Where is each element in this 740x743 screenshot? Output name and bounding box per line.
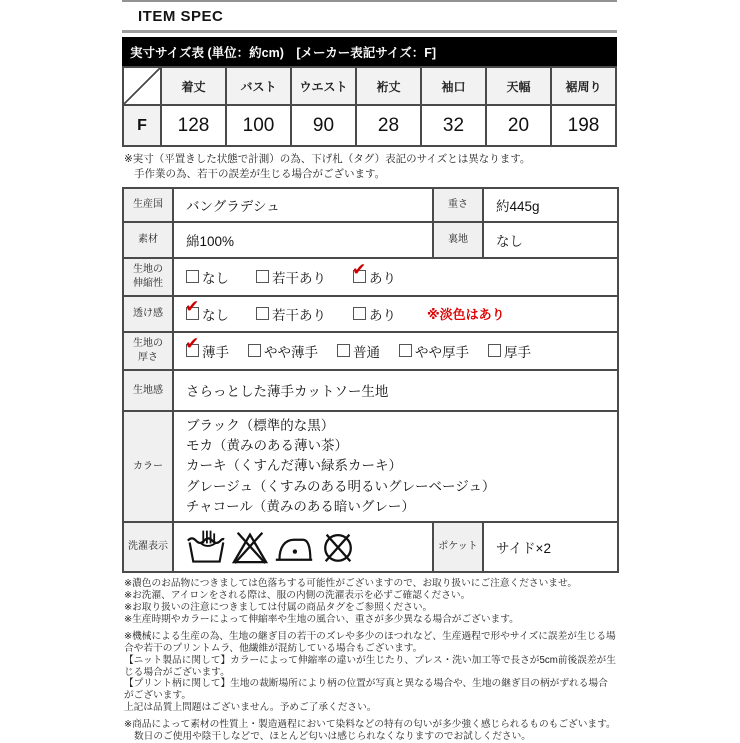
spec-row-stretch: [123, 258, 618, 296]
footer-note-line: ※生産時期やカラーによって伸縮率や生地の風合い、重さが多少異なる場合がございます。: [124, 613, 519, 625]
sheerness-label: 透け感: [123, 296, 173, 332]
size-table-title-bar: [122, 37, 617, 66]
size-col-header: 天幅: [486, 67, 551, 105]
do-not-dry-clean-icon: [319, 529, 357, 565]
size-col-header: 着丈: [161, 67, 226, 105]
stretch-label: 生地の 伸縮性: [123, 258, 173, 296]
size-value-cell: 28: [356, 105, 421, 146]
checkbox-checked-icon: [186, 307, 199, 320]
size-note-line: ※実寸（平置きした状態で計測）の為、下げ札（タグ）表記のサイズとは異なります。: [124, 153, 531, 165]
care-label: 洗濯表示: [123, 522, 173, 572]
option-normal: 普通: [337, 341, 380, 361]
footer-note-line: 【プリント柄に関して】生地の裁断場所により柄の位置が写真と異なる場合や、生地の継ぎ目の柄がずれる場合がございます。: [124, 678, 608, 702]
option-somewhat-thick: やや厚手: [399, 341, 469, 361]
spec-row-origin: [123, 188, 618, 222]
page-title: ITEM SPEC: [138, 8, 224, 25]
spec-row-thickness: [123, 332, 618, 370]
size-value-cell: 198: [551, 105, 616, 146]
pocket-value: サイド×2: [483, 522, 618, 572]
size-value-cell: 128: [161, 105, 226, 146]
hand-wash-icon: [186, 529, 226, 565]
option-thin: ✔ 薄手: [186, 341, 229, 361]
size-value-cell: 90: [291, 105, 356, 146]
spec-row-care: [123, 522, 618, 572]
size-value-cell: 20: [486, 105, 551, 146]
do-not-bleach-icon: [231, 529, 269, 565]
size-table-title: 実寸サイズ表 (単位：約cm) [メーカー表記サイズ：F]: [130, 46, 437, 60]
spec-content: [122, 0, 617, 743]
checkbox-icon: [248, 344, 261, 357]
footer-note-line: ※濃色のお品物につきましては色落ちする可能性がございますので、お取り扱いにご注意くださいませ。: [124, 578, 578, 590]
lining-value: なし: [483, 222, 618, 258]
size-value-cell: 100: [226, 105, 291, 146]
texture-value: さらっとした薄手カットソー生地: [173, 370, 618, 411]
page-header: [122, 0, 617, 33]
color-line: モカ（黄みのある薄い茶）: [186, 438, 348, 454]
footer-note-block-1: [124, 578, 617, 626]
origin-value: バングラデシュ: [173, 188, 433, 222]
size-table-value-row: [123, 105, 616, 146]
spec-row-color: [123, 411, 618, 522]
stretch-options: [173, 258, 618, 296]
size-col-header: 裾周り: [551, 67, 616, 105]
option-sheer-yes: あり: [353, 304, 396, 324]
checkbox-icon: [337, 344, 350, 357]
option-stretch-none: なし: [186, 267, 229, 287]
iron-low-icon: [274, 529, 314, 565]
size-table-notes: [124, 152, 617, 182]
size-value-cell: 32: [421, 105, 486, 146]
option-somewhat-thin: やや薄手: [248, 341, 318, 361]
color-line: カーキ（くすんだ薄い緑系カーキ）: [186, 458, 402, 474]
footer-note-block-2: [124, 631, 617, 714]
checkbox-checked-icon: [186, 344, 199, 357]
details-table: [122, 187, 619, 573]
checkbox-icon: [399, 344, 412, 357]
size-row-label: F: [123, 105, 161, 146]
size-diagonal-cell: [123, 67, 161, 105]
color-line: チャコール（黄みのある暗いグレー）: [186, 498, 415, 514]
footer-notes: [124, 578, 617, 743]
footer-note-line: ※商品によって素材の性質上・製造過程において染料などの特有の匂いが多少強く感じられるものもございます。数日のご使用や陰干しなどで、ほとんど匂いは感じられなくなりますのでお試しください。: [124, 719, 616, 743]
option-sheer-none: ✔ なし: [186, 304, 229, 324]
footer-note-line: ※機械による生産の為、生地の継ぎ目の若干のズレや多少のほつれなど、生産過程で形やサイズに誤差が生じる場合や若干のプリントムラ、他繊維が混紡している場合もございます。: [124, 630, 616, 654]
footer-note-line: 上記は品質上問題はございません。予めご了承ください。: [124, 702, 377, 714]
spec-row-texture: [123, 370, 618, 411]
weight-label: 重さ: [433, 188, 483, 222]
checkbox-icon: [488, 344, 501, 357]
checkbox-icon: [256, 307, 269, 320]
color-value: [173, 411, 618, 522]
option-stretch-slight: 若干あり: [256, 267, 326, 287]
size-col-header: バスト: [226, 67, 291, 105]
material-value: 綿100%: [173, 222, 433, 258]
thickness-options: [173, 332, 618, 370]
size-col-header: ウエスト: [291, 67, 356, 105]
footer-note-line: 【ニット製品に関して】カラーによって伸縮率の違いが生じたり、プレス・洗い加工等で長さが5cm前後誤差が生じる場合がございます。: [124, 654, 616, 678]
size-note-line: 手作業の為、若干の誤差が生じる場合がございます。: [134, 167, 386, 180]
option-thick: 厚手: [488, 341, 531, 361]
weight-value: 約445g: [483, 188, 618, 222]
option-sheer-slight: 若干あり: [256, 304, 326, 324]
sheerness-options: [173, 296, 618, 332]
checkbox-checked-icon: [353, 270, 366, 283]
spec-row-sheerness: [123, 296, 618, 332]
thickness-label: 生地の 厚さ: [123, 332, 173, 370]
color-line: ブラック（標準的な黒）: [186, 417, 335, 433]
size-col-header: 裄丈: [356, 67, 421, 105]
lining-label: 裏地: [433, 222, 483, 258]
color-label: カラー: [123, 411, 173, 522]
checkbox-icon: [186, 270, 199, 283]
size-col-header: 袖口: [421, 67, 486, 105]
option-stretch-yes: ✔ あり: [353, 267, 396, 287]
texture-label: 生地感: [123, 370, 173, 411]
sheerness-red-note: ※淡色はあり: [427, 307, 505, 323]
origin-label: 生産国: [123, 188, 173, 222]
checkbox-icon: [256, 270, 269, 283]
material-label: 素材: [123, 222, 173, 258]
color-line: グレージュ（くすみのある明るいグレーベージュ）: [186, 478, 496, 494]
footer-note-line: ※お洗濯、アイロンをされる際は、服の内側の洗濯表示を必ずご確認ください。: [124, 589, 471, 601]
pocket-label: ポケット: [433, 522, 483, 572]
checkbox-icon: [353, 307, 366, 320]
size-table-header-row: [123, 67, 616, 105]
footer-note-line: ※お取り扱いの注意につきましては付属の商品タグをご参照ください。: [124, 601, 433, 613]
spec-row-material: [123, 222, 618, 258]
size-table: [122, 66, 617, 147]
footer-note-block-3: [124, 719, 617, 743]
care-icons-cell: [173, 522, 433, 572]
